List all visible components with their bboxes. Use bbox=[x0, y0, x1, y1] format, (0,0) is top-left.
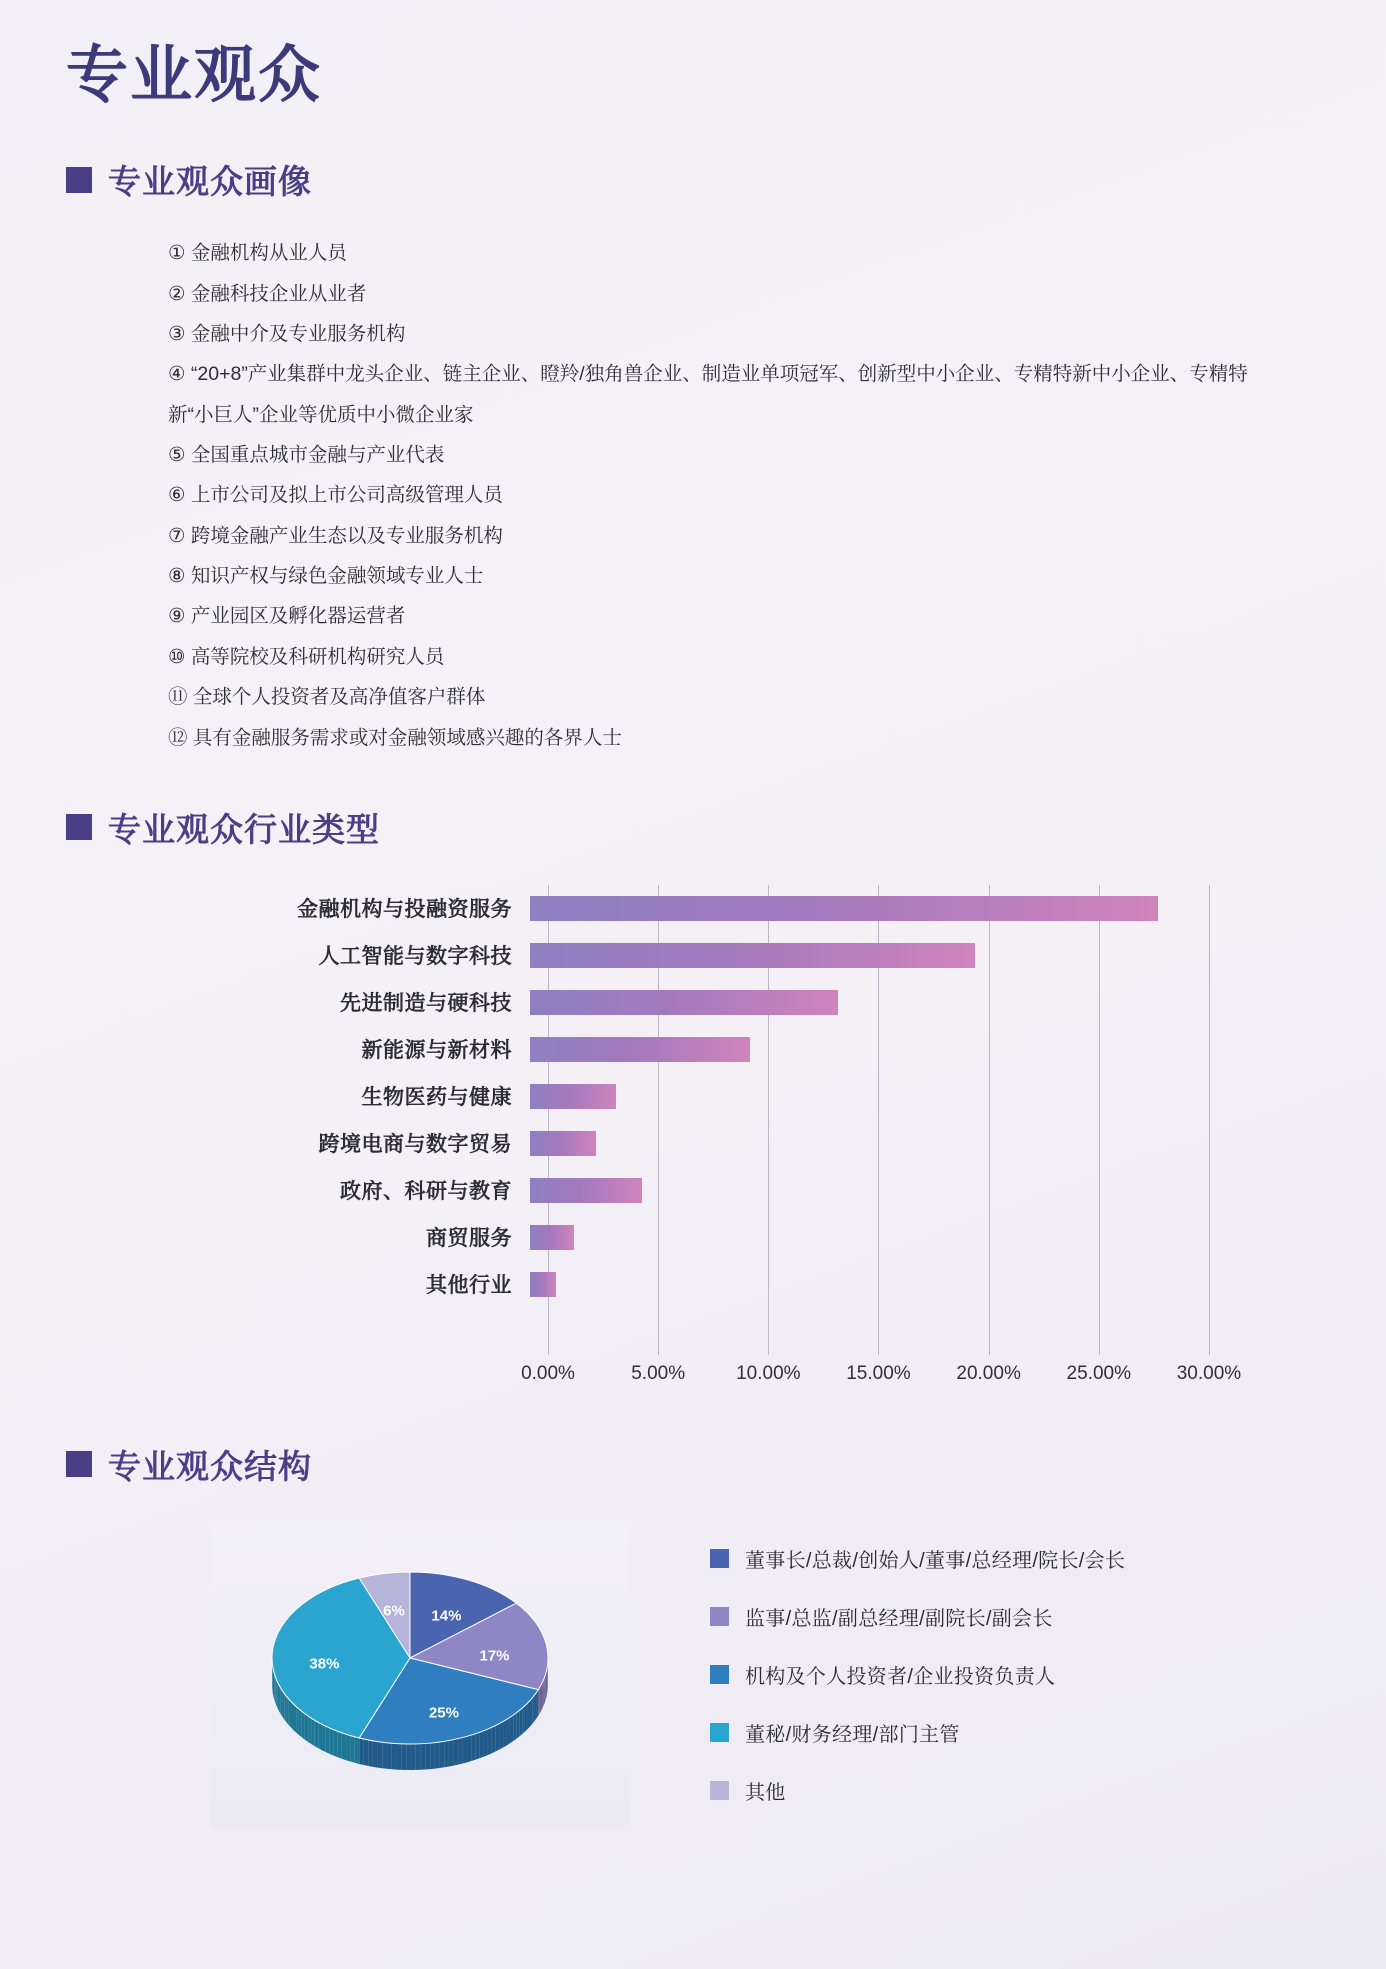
axis-tick-label: 0.00% bbox=[521, 1362, 575, 1384]
pie-slice-side bbox=[387, 1743, 392, 1769]
pie-slice-side bbox=[530, 1698, 532, 1727]
list-item: ① 金融机构从业人员 bbox=[168, 242, 347, 265]
bar-fill bbox=[530, 1037, 750, 1062]
pie-slice-side bbox=[338, 1731, 342, 1759]
bar-row bbox=[60, 885, 1330, 932]
bar-track bbox=[530, 932, 1235, 979]
pie-slice-value: 6% bbox=[383, 1602, 405, 1620]
bar-fill bbox=[530, 1225, 574, 1250]
pie-slice-side bbox=[299, 1709, 302, 1737]
bar-category-label: 人工智能与数字科技 bbox=[318, 945, 512, 969]
pie-slice-side bbox=[499, 1721, 503, 1749]
axis-tick-label: 30.00% bbox=[1176, 1362, 1242, 1384]
pie-slice-side bbox=[539, 1685, 541, 1714]
legend-label: 监事/总监/副总经理/副院长/副会长 bbox=[745, 1607, 1053, 1630]
pie-slice-side bbox=[342, 1733, 346, 1760]
industry-bar-chart bbox=[60, 885, 1330, 1395]
bar-row bbox=[60, 1167, 1330, 1214]
pie-slice-side bbox=[416, 1744, 421, 1770]
pie-slice-side bbox=[346, 1734, 350, 1761]
pie-slice-side bbox=[368, 1740, 373, 1767]
pie-slice-side bbox=[322, 1724, 326, 1752]
legend-label: 董秘/财务经理/部门主管 bbox=[745, 1723, 960, 1746]
pie-slice-side bbox=[430, 1742, 435, 1768]
legend-item bbox=[710, 1544, 1125, 1573]
pie-slice-side bbox=[532, 1695, 534, 1724]
pie-slice-side bbox=[311, 1718, 314, 1746]
section-header-profile bbox=[66, 156, 1326, 203]
bar-row bbox=[60, 932, 1330, 979]
legend-swatch-icon bbox=[710, 1549, 729, 1568]
bar-track bbox=[530, 1214, 1235, 1261]
pie-slice-side bbox=[476, 1732, 480, 1759]
legend-swatch-icon bbox=[710, 1607, 729, 1626]
list-item: ⑧ 知识产权与绿色金融领域专业人士 bbox=[168, 565, 484, 588]
section-header-industry bbox=[66, 804, 1326, 851]
axis-tick-label: 10.00% bbox=[736, 1362, 801, 1384]
axis-tick-label: 5.00% bbox=[631, 1362, 686, 1384]
bar-track bbox=[530, 1073, 1235, 1120]
structure-pie-chart bbox=[210, 1518, 630, 1828]
bar-category-label: 新能源与新材料 bbox=[361, 1039, 512, 1063]
pie-slice-side bbox=[522, 1705, 525, 1733]
pie-slice-side bbox=[315, 1720, 319, 1748]
pie-slice-side bbox=[480, 1730, 484, 1758]
pie-slice-value: 14% bbox=[431, 1607, 462, 1625]
pie-svg bbox=[210, 1518, 630, 1828]
pie-slice-side bbox=[458, 1737, 462, 1764]
pie-slice-side bbox=[326, 1726, 330, 1754]
pie-slice-side bbox=[454, 1738, 459, 1765]
bullet-square-icon bbox=[66, 814, 92, 840]
pie-slice-side bbox=[279, 1685, 281, 1714]
bar-category-label: 跨境电商与数字贸易 bbox=[318, 1133, 512, 1157]
bar-fill bbox=[530, 1272, 556, 1297]
pie-slice-side bbox=[359, 1738, 364, 1765]
legend-item bbox=[710, 1776, 1125, 1805]
pie-slice-side bbox=[534, 1692, 536, 1721]
pie-slice-side bbox=[397, 1743, 402, 1769]
section-header-structure bbox=[66, 1441, 1326, 1488]
pie-slice-side bbox=[278, 1682, 279, 1711]
pie-slice-side bbox=[545, 1673, 546, 1702]
bar-track bbox=[530, 885, 1235, 932]
pie-slice-side bbox=[318, 1722, 322, 1750]
pie-slice-side bbox=[525, 1703, 528, 1732]
bar-track bbox=[530, 979, 1235, 1026]
axis-tick-label: 15.00% bbox=[846, 1362, 911, 1384]
pie-slice-side bbox=[542, 1679, 543, 1708]
list-item: ④ “20+8”产业集群中龙头企业、链主企业、瞪羚/独角兽企业、制造业单项冠军、创新型中小企业、专精特新中小企业、专精特新“小巨人”企业等优质中小微企业家 bbox=[168, 363, 1248, 426]
bar-row bbox=[60, 1026, 1330, 1073]
bullet-square-icon bbox=[66, 1451, 92, 1477]
pie-slice-side bbox=[275, 1676, 276, 1705]
pie-slice-side bbox=[411, 1744, 416, 1770]
pie-slice-side bbox=[302, 1711, 305, 1739]
pie-slice-side bbox=[401, 1744, 406, 1770]
pie-slice-side bbox=[435, 1742, 440, 1769]
list-item: ⑨ 产业园区及孵化器运营者 bbox=[168, 605, 406, 628]
pie-slice-side bbox=[392, 1743, 397, 1769]
bar-row bbox=[60, 1073, 1330, 1120]
bar-track bbox=[530, 1026, 1235, 1073]
pie-slice-side bbox=[528, 1700, 530, 1729]
pie-slice-side bbox=[510, 1715, 513, 1743]
bar-track bbox=[530, 1167, 1235, 1214]
bar-row bbox=[60, 979, 1330, 1026]
pie-slice-side bbox=[496, 1723, 500, 1751]
pie-slice-side bbox=[382, 1742, 387, 1769]
pie-slice-side bbox=[284, 1693, 286, 1722]
list-item: ⑤ 全国重点城市金融与产业代表 bbox=[168, 443, 445, 466]
legend-label: 机构及个人投资者/企业投资负责人 bbox=[745, 1665, 1056, 1688]
pie-slice-side bbox=[282, 1691, 284, 1720]
axis-tick-label: 25.00% bbox=[1066, 1362, 1132, 1384]
pie-slice-side bbox=[467, 1735, 471, 1762]
bullet-square-icon bbox=[66, 167, 92, 193]
legend-swatch-icon bbox=[710, 1781, 729, 1800]
list-item: ⑩ 高等院校及科研机构研究人员 bbox=[168, 645, 445, 668]
pie-slice-side bbox=[484, 1729, 488, 1757]
pie-slice-side bbox=[373, 1741, 378, 1768]
bar-fill bbox=[530, 1084, 616, 1109]
bar-category-label: 金融机构与投融资服务 bbox=[297, 898, 512, 922]
pie-slice-side bbox=[291, 1701, 294, 1730]
pie-slice-side bbox=[364, 1739, 369, 1766]
legend-swatch-icon bbox=[710, 1665, 729, 1684]
bar-row bbox=[60, 1214, 1330, 1261]
pie-slice-side bbox=[305, 1714, 308, 1742]
bar-track bbox=[530, 1120, 1235, 1167]
bar-row bbox=[60, 1120, 1330, 1167]
pie-slice-side bbox=[513, 1713, 516, 1741]
legend-swatch-icon bbox=[710, 1723, 729, 1742]
section-title-profile: 专业观众画像 bbox=[108, 163, 312, 201]
bar-track bbox=[530, 1261, 1235, 1308]
pie-slice-value: 17% bbox=[479, 1647, 510, 1665]
pie-slice-side bbox=[519, 1708, 522, 1736]
pie-slice-side bbox=[541, 1682, 542, 1711]
pie-legend bbox=[710, 1544, 1125, 1834]
bar-fill bbox=[530, 990, 838, 1015]
pie-slice-side bbox=[440, 1741, 445, 1768]
list-item: ⑦ 跨境金融产业生态以及专业服务机构 bbox=[168, 524, 503, 547]
pie-slice-side bbox=[289, 1699, 291, 1728]
pie-slice-side bbox=[536, 1690, 538, 1719]
pie-slice-side bbox=[308, 1716, 311, 1744]
pie-slice-side bbox=[449, 1739, 454, 1766]
legend-label: 董事长/总裁/创始人/董事/总经理/院长/会长 bbox=[745, 1549, 1126, 1572]
bar-rows bbox=[60, 885, 1330, 1308]
bar-category-label: 其他行业 bbox=[426, 1274, 512, 1298]
pie-slice-side bbox=[463, 1736, 467, 1763]
list-item: ⑥ 上市公司及拟上市公司高级管理人员 bbox=[168, 484, 503, 507]
pie-slice-side bbox=[378, 1741, 383, 1768]
pie-slice-side bbox=[281, 1688, 283, 1717]
page-title: 专业观众 bbox=[66, 41, 323, 110]
pie-slice-side bbox=[488, 1727, 492, 1755]
legend-item bbox=[710, 1602, 1125, 1631]
pie-slice-value: 38% bbox=[309, 1655, 340, 1673]
list-item: ③ 金融中介及专业服务机构 bbox=[168, 322, 406, 345]
bar-fill bbox=[530, 1131, 596, 1156]
pie-slice-side bbox=[516, 1710, 519, 1738]
structure-chart-area bbox=[60, 1518, 1326, 1834]
bar-category-label: 政府、科研与教育 bbox=[340, 1180, 512, 1204]
pie-slice-side bbox=[334, 1729, 338, 1757]
legend-item bbox=[710, 1660, 1125, 1689]
pie-slice-value: 25% bbox=[428, 1704, 459, 1722]
pie-slice-side bbox=[507, 1717, 510, 1745]
bar-row bbox=[60, 1261, 1330, 1308]
pie-slice-side bbox=[444, 1740, 449, 1767]
pie-slice-side bbox=[503, 1719, 506, 1747]
pie-slice-side bbox=[538, 1688, 539, 1716]
profile-list bbox=[168, 233, 1258, 758]
list-item: ② 金融科技企业从业者 bbox=[168, 282, 367, 305]
pie-slice-side bbox=[330, 1728, 334, 1756]
pie-slice-side bbox=[492, 1725, 496, 1753]
legend-label: 其他 bbox=[745, 1781, 786, 1804]
legend-item bbox=[710, 1718, 1125, 1747]
axis-tick-label: 20.00% bbox=[956, 1362, 1021, 1384]
bar-fill bbox=[530, 943, 975, 968]
list-item: ⑪ 全球个人投资者及高净值客户群体 bbox=[168, 686, 486, 709]
x-axis-ticks bbox=[521, 1362, 1253, 1393]
pie-slice-side bbox=[276, 1679, 277, 1708]
pie-slice-side bbox=[544, 1676, 545, 1705]
bar-fill bbox=[530, 1178, 642, 1203]
pie-slice-side bbox=[425, 1743, 430, 1769]
pie-slice-side bbox=[355, 1737, 359, 1764]
pie-slice-side bbox=[293, 1704, 296, 1733]
pie-slice-side bbox=[296, 1706, 299, 1734]
bar-fill bbox=[530, 896, 1158, 921]
section-title-industry: 专业观众行业类型 bbox=[108, 810, 380, 848]
pie-slice-side bbox=[421, 1743, 426, 1769]
pie-slice-side bbox=[471, 1734, 475, 1761]
pie-slice-side bbox=[350, 1735, 354, 1762]
pie-slice-side bbox=[406, 1744, 411, 1770]
section-title-structure: 专业观众结构 bbox=[108, 1447, 312, 1485]
bar-category-label: 生物医药与健康 bbox=[361, 1086, 512, 1110]
list-item: ⑫ 具有金融服务需求或对金融领域感兴趣的各界人士 bbox=[168, 726, 622, 749]
bar-category-label: 商贸服务 bbox=[426, 1227, 512, 1251]
bar-category-label: 先进制造与硬科技 bbox=[340, 992, 512, 1016]
pie-slice-side bbox=[286, 1696, 288, 1725]
